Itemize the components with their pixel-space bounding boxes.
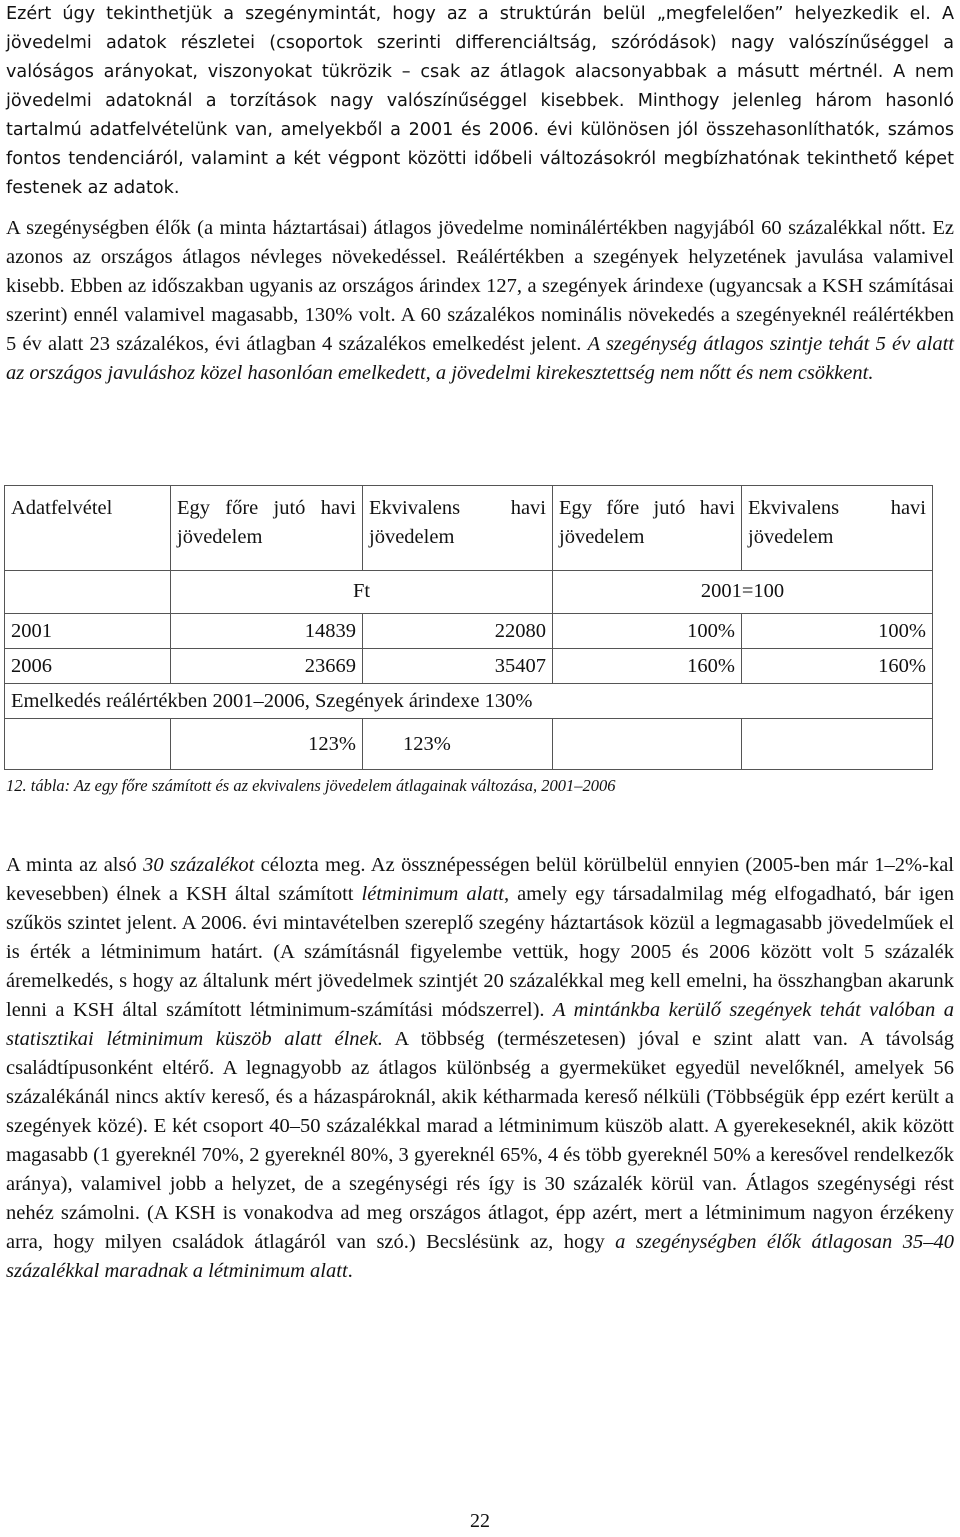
- unit-cell-ft: Ft: [171, 571, 553, 614]
- page-number: 22: [470, 1510, 490, 1532]
- table-row-real-label: [5, 684, 933, 719]
- header-cell: Ekvivalens havi jövedelem: [363, 486, 553, 571]
- table-cell: 123%: [363, 719, 553, 770]
- page-body: [6, 0, 954, 388]
- table-cell: 123%: [171, 719, 363, 770]
- real-growth-label: Emelkedés reálértékben 2001–2006, Szegények árindexe 130%: [5, 684, 933, 719]
- table-row: [5, 614, 933, 649]
- header-cell: Adatfelvétel: [5, 486, 171, 571]
- text-span: .: [347, 1260, 353, 1282]
- paragraph-income: [6, 214, 954, 388]
- paragraph-intro: Ezért úgy tekinthetjük a szegénymintát, hogy az a struktúrán belül „megfelelően” helyezkedik el. A jövedelmi adatok részletei (csoportok szerinti differenciáltság, szóródások) nagy valószínűséggel a valóságos arányokat, viszonyokat tükrözik – csak az átlagok alacsonyabbak a másutt mértnél. A nem jövedelmi adatoknál a torzítások nagy valószínűséggel kisebbek. Minthogy jelenleg három hasonló tartalmú adatfelvételünk van, amelyekből a 2001 és 2006. évi különösen jól összehasonlíthatók, számos fontos tendenciáról, valamint a két végpont közötti időbeli változásokról megbízhatónak tekinthető képet festenek az adatok.: [6, 4, 954, 198]
- unit-cell-empty: [5, 571, 171, 614]
- table-cell-empty: [553, 719, 742, 770]
- text-span: célozta meg. Az össznépességen belül körülbelül ennyien (2005-ben már 1–2%-kal kevesebben) élnek a KSH által számított: [6, 854, 954, 905]
- italic-span: létminimum alatt: [361, 883, 504, 905]
- table-row-real-values: [5, 719, 933, 770]
- italic-span: 30 százalékot: [143, 854, 255, 876]
- paragraph-income-text: A szegénységben élők (a minta háztartásai) átlagos jövedelme nominálértékben nagyjából 60 százalékkal nőtt. Ez azonos az országos átlagos névleges növekedéssel. Reálértékben a szegények helyzetének javulása valamivel kisebb. Ebben az időszakban ugyanis az országos árindex 127, a szegények árindexe (ugyancsak a KSH számításai szerint) ennél valamivel magasabb, 130% volt. A 60 százalékos nominális növekedés a szegényeknél reálértékben 5 év alatt 23 százalékos, évi átlagban 4 százalékos emelkedést jelent.: [6, 217, 954, 355]
- text-span: A többség (természetesen) jóval e szint alatt van. A távolság családtípusonként eltérő. A legnagyobb az átlagos különbség a gyermeküket egyedül nevelőknél, amelyek 56 százalékánál nincs aktív kereső, és a házaspároknál, akik kétharmada kereső nélküli (Többségük épp ezért került a szegények közé). E két csoport 40–50 százalékkal marad a létminimum küszöb alatt. A gyerekeseknél, akik között magasabb (1 gyereknél 70%, 2 gyereknél 80%, 3 gyereknél 65%, 4 és több gyereknél 50% a keresővel rendelkezők aránya), valamivel jobb a helyzet, de a szegénységi rés így is 30 százalék körül van. Átlagos szegénységi rést nehéz számolni. (A KSH is vonakodva ad meg országos átlagot, épp azért, mert a létminimum nagyon érzékeny arra, hogy milyen családok átlagáról van szó.) Becslésünk az, hogy: [6, 1028, 954, 1253]
- table-cell: 22080: [363, 614, 553, 649]
- table-caption: 12. tábla: Az egy főre számított és az ekvivalens jövedelem átlagainak változása, 2001–2006: [6, 776, 616, 795]
- table-cell-empty: [742, 719, 933, 770]
- italic-span: A mintánkba kerülő szegények tehát valóban a statisztikai létminimum küszöb alatt élnek.: [6, 999, 954, 1050]
- text-span: A minta az alsó: [6, 854, 144, 876]
- table-cell: 35407: [363, 649, 553, 684]
- table-cell: 100%: [553, 614, 742, 649]
- income-table-wrapper: [4, 485, 933, 770]
- paragraph-sample: [6, 851, 954, 1286]
- paragraph-income-conclusion: A szegénység átlagos szintje tehát 5 év alatt az országos javuláshoz közel hasonlóan emelkedett, a jövedelmi kirekesztettség nem nőtt és nem csökkent.: [6, 333, 955, 384]
- table-cell: 14839: [171, 614, 363, 649]
- table-cell: 160%: [742, 649, 933, 684]
- table-unit-row: [5, 571, 933, 614]
- header-cell: Egy főre jutó havi jövedelem: [171, 486, 363, 571]
- header-cell: Ekvivalens havi jövedelem: [742, 486, 933, 571]
- text-span: , amely egy társadalmilag még elfogadható, bár igen szűkös szintet jelent. A 2006. évi mintavételben szereplő szegény háztartások közül a legmagasabb jövedelműek el is érték a létminimum határt. (A számításnál figyelembe vettük, hogy 2005 és 2006 között volt 5 százalék áremelkedés, s hogy az általunk mért jövedelmek szintjét 20 százalékkal meg kell emelni, ha összhangban akarunk lenni a KSH által számított létminimum-számítási módszerrel).: [6, 883, 954, 1021]
- table-header-row: [5, 486, 933, 571]
- table-cell: 23669: [171, 649, 363, 684]
- table-cell: 100%: [742, 614, 933, 649]
- table-cell: 2006: [5, 649, 171, 684]
- italic-span: a szegénységben élők átlagosan 35–40 százalékkal maradnak a létminimum alatt: [6, 1231, 954, 1282]
- table-row: [5, 649, 933, 684]
- table-cell: 2001: [5, 614, 171, 649]
- table-cell-empty: [5, 719, 171, 770]
- income-table: [4, 485, 933, 770]
- unit-cell-index: 2001=100: [553, 571, 933, 614]
- header-cell: Egy főre jutó havi jövedelem: [553, 486, 742, 571]
- table-cell: 160%: [553, 649, 742, 684]
